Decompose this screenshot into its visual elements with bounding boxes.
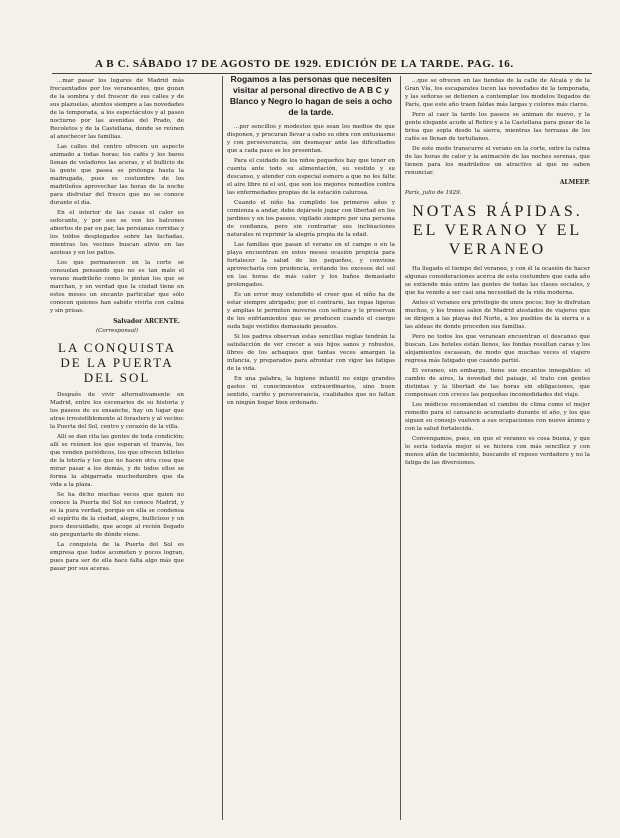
- notice-banner: Rogamos a las personas que necesiten visitar al personal directivo de A B C y Blanco y Negro lo hagan de seis a ocho de la tarde.: [229, 74, 393, 117]
- col3-intro-paragraph: Pero al caer la tarde los paseos se animan de nuevo, y la gente elegante acude al Retiro y a la Castellana para gozar de la brisa que sopla desde la sierra, mientras las terrazas de los cafés se llenan de tertulianos.: [405, 112, 590, 142]
- col1-body-paragraph: Se ha dicho muchas veces que quien no conoce la Puerta del Sol no conoce Madrid, y es la pura verdad, porque en ella se condensa el espíritu de la ciudad, alegre, bullicioso y un poco descuidado, que acoge al recién llegado sin preguntarle de dónde viene.: [50, 492, 184, 538]
- col1-headline: LA CONQUISTA DE LA PUERTA DEL SOL: [58, 340, 176, 385]
- col3-body-paragraph: El veraneo, sin embargo, tiene sus encantos innegables: el cambio de aires, la novedad del paisaje, el trato con gentes distintas y la libertad de las horas sin obligaciones, que compensan con creces las pequeñas incomodidades del viaje.: [405, 368, 590, 398]
- col1-intro-paragraph: ...mar pasar los lugares de Madrid más frecuentados por los veraneantes, que gozan de la sombra y del frescor de sus calles y de sus plazuelas, atentos siempre a las novedades de la temporada, a los espectáculos y al paseo nocturno por las avenidas del Prado, de Recoletos y de la Castellana, donde se reúnen al anochecer las familias.: [50, 78, 184, 140]
- col2-paragraph: Es un error muy extendido el creer que el niño ha de estar siempre abrigado; por el contrario, las ropas ligeras y amplias le permiten moverse con soltura y le preservan de los enfriamientos que se producen cuando el cuerpo suda bajo vestidos demasiado pesados.: [227, 292, 395, 330]
- col1-body-paragraph: Allí se dan cita las gentes de toda condición; allí se reúnen los que esperan el tranvía, los que venden periódicos, los que ofrecen billetes de la lotería y los que no hacen otra cosa que mirar pasar a los demás, y de todos ellos se forma la abigarrada muchedumbre que da vida a la plaza.: [50, 434, 184, 488]
- col1-intro-paragraph: En el interior de las casas el calor es sofocante, y por eso se ven los balcones abiertos de par en par, las persianas corridas y los toldos desplegados sobre las fachadas, mientras los vecinos buscan alivio en las azoteas y en los patios.: [50, 210, 184, 256]
- column-2: [227, 123, 395, 819]
- column-divider-1: [222, 76, 223, 820]
- column-1: [50, 77, 184, 819]
- col3-body-paragraph: Convengamos, pues, en que el veraneo es cosa buena, y que lo sería todavía mejor si se hiciera con más sencillez y con menos afán de lucimiento, buscando el reposo verdadero y no la fatiga de las diversiones.: [405, 436, 590, 466]
- col2-paragraph: Para el cuidado de los niños pequeños hay que tener en cuenta ante todo su alimentación, su vestido y su descanso, y atender con especial esmero a que no les falte el aire libre ni el sol, que son los mejores remedios contra las enfermedades propias de la estación calurosa.: [227, 158, 395, 196]
- col3-author-signature: ALMEEP.: [559, 179, 590, 186]
- col1-body-paragraph: Después de vivir alternativamente en Madrid, entre los escenarios de su historia y los paseos de su ensanche, hay un lugar que atrae irresistiblemente al forastero y al vecino: la Puerta del Sol, centro y corazón de la villa.: [50, 392, 184, 430]
- col3-intro-paragraph: ...que se ofrecen en las tiendas de la calle de Alcalá y de la Gran Vía, los escaparates lucen las novedades de la temporada, y las señoras se detienen a contemplar los modelos llegados de París, que este año traen faldas más largas y colores más claros.: [405, 78, 590, 108]
- col1-signature: Salvador ARCENTE.: [113, 318, 180, 325]
- col3-dateline: París, julio de 1929.: [405, 190, 462, 196]
- col3-headline: NOTAS RÁPIDAS. EL VERANO Y EL VERANEO: [412, 203, 583, 258]
- col3-body-paragraph: Pero no todos los que veranean encuentran el descanso que buscan. Los hoteles están llenos, las fondas resultan caras y los alojamientos escasean, de modo que muchas veces el viajero regresa más fatigado que cuando partió.: [405, 334, 590, 364]
- col1-body-paragraph: La conquista de la Puerta del Sol es empresa que todos acometen y pocos logran, pues para ser de ella hace falta algo más que pasar por sus aceras.: [50, 542, 184, 572]
- col2-paragraph: Las familias que pasan el verano en el campo o en la playa encuentran en estos meses ocasión propicia para fortalecer la salud de los pequeños, y conviene aprovecharla con prudencia, evitando los excesos del sol en las horas de más calor y los baños demasiado prolongados.: [227, 242, 395, 288]
- col3-intro-paragraph: De este modo transcurre el verano en la corte, entre la calma de las horas de calor y la animación de las noches serenas, que tienen para los madrileños un atractivo al que no saben renunciar.: [405, 146, 590, 176]
- col2-paragraph: Si los padres observan estas sencillas reglas tendrán la satisfacción de ver crecer a sus hijos sanos y robustos, libres de los achaques que tantas veces amargan la infancia, y preparados para afrontar con vigor las fatigas de la vida.: [227, 334, 395, 372]
- col1-signature-note: (Corresponsal): [95, 328, 139, 334]
- page-header: A B C. SÁBADO 17 DE AGOSTO DE 1929. EDICIÓN DE LA TARDE. PAG. 16.: [95, 58, 514, 70]
- col2-paragraph: En una palabra, la higiene infantil no exige grandes gastos ni conocimientos extraordinarios, sino buen sentido, cariño y perseverancia, cualidades que no faltan en ningún hogar bien ordenado.: [227, 376, 395, 406]
- col3-body-paragraph: Ha llegado el tiempo del veraneo, y con él la ocasión de hacer algunas consideraciones acerca de esta costumbre que cada año se extiende más entre las gentes de todas las clases sociales, y que ha venido a ser casi una necesidad de la vida moderna.: [405, 266, 590, 296]
- column-divider-2: [400, 76, 401, 820]
- column-3: [405, 77, 590, 819]
- col1-intro-paragraph: Los que permanecen en la corte se consuelan pensando que no es tan malo el verano madrileño como lo pintan los que se marchan, y en verdad que la ciudad tiene en estos meses un encanto particular que sólo conocen quienes han sabido vivirla con calma y sin prisas.: [50, 260, 184, 314]
- col2-paragraph: Cuando el niño ha cumplido los primeros años y comienza a andar, debe dejársele jugar con libertad en los jardines y en los paseos, vigilado siempre por una persona de confianza, pero sin contrariar sus inclinaciones naturales ni reprimir la alegría propia de la edad.: [227, 200, 395, 238]
- col3-body-paragraph: Los médicos recomiendan el cambio de clima como el mejor remedio para el cansancio acumulado durante el año, y los que siguen su consejo vuelven a sus ocupaciones con nuevo ánimo y con la salud fortalecida.: [405, 402, 590, 432]
- col1-intro-paragraph: Las calles del centro ofrecen un aspecto animado a todas horas; los cafés y los bares llenan de veladores las aceras, y el bullicio de la gente que pasea se prolonga hasta la madrugada, pues es costumbre de los madrileños aprovechar las horas de la noche para disfrutar del fresco que no se conoce durante el día.: [50, 144, 184, 206]
- col3-body-paragraph: Antes el veraneo era privilegio de unos pocos; hoy lo disfrutan muchos, y los trenes salen de Madrid atestados de viajeros que se dirigen a las playas del Norte, a los pueblos de la sierra o a las aldeas de donde proceden sus familias.: [405, 300, 590, 330]
- col2-paragraph: ...por sencillos y modestos que sean los medios de que disponen, y procuran llevar a cabo su obra con entusiasmo y con perseverancia, sin desmayar ante las dificultades que a cada paso se les presentan.: [227, 124, 395, 154]
